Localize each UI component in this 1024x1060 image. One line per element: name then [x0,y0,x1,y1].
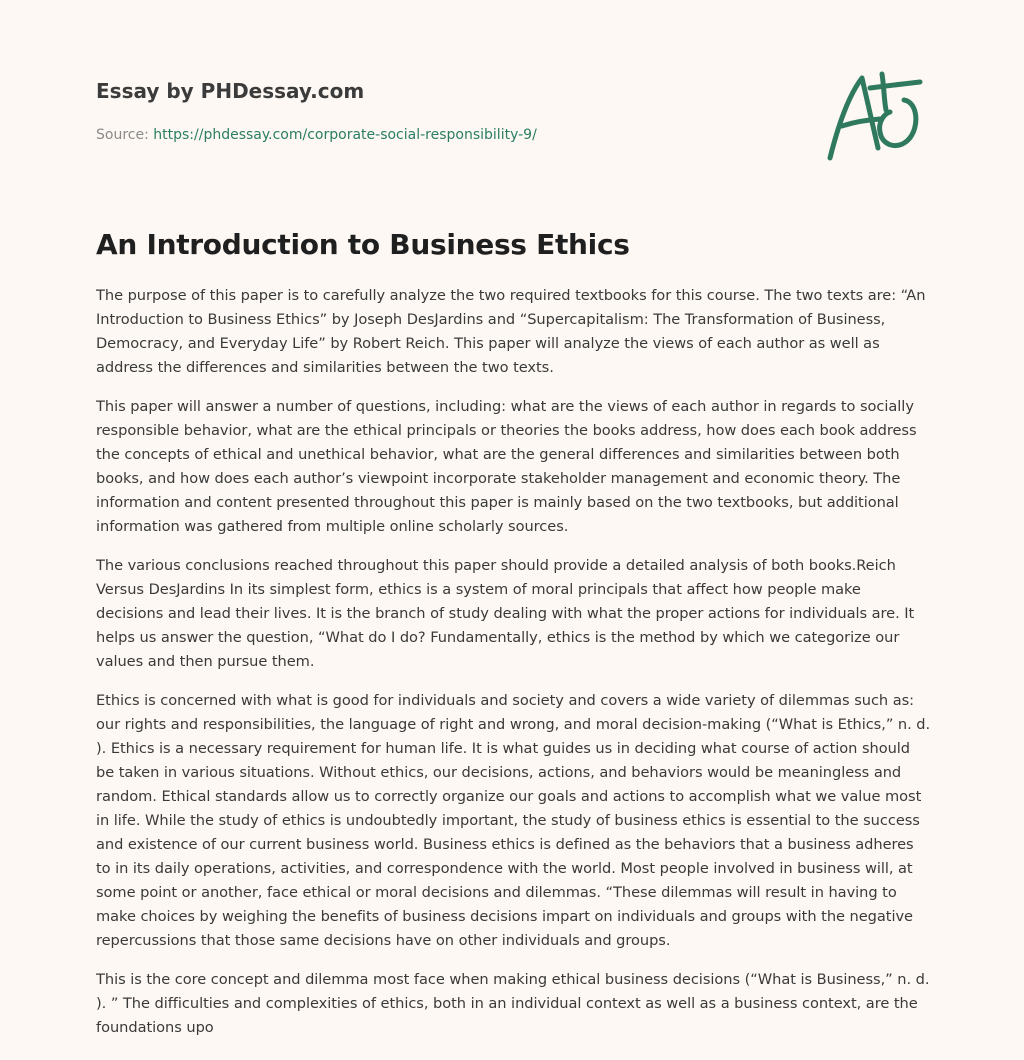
site-title: Essay by PHDessay.com [96,79,365,103]
essay-body [96,284,932,1055]
essay-paragraph: This paper will answer a number of questions, including: what are the views of each author in regards to socially responsible behavior, what are the ethical principals or theories the books address, how does each book address the concepts of ethical and unethical behavior, what are the general differences and similarities between both books, and how does each author’s viewpoint incorporate stakeholder management and economic theory. The information and content presented throughout this paper is mainly based on the two textbooks, but additional information was gathered from multiple online scholarly sources. [96,398,917,535]
essay-paragraph: The purpose of this paper is to carefully analyze the two required textbooks for this course. The two texts are: “An Introduction to Business Ethics” by Joseph DesJardins and “Supercapitalism: The Transformation of Business, Democracy, and Everyday Life” by Robert Reich. This paper will analyze the views of each author as well as address the differences and similarities between the two texts. [96,287,926,376]
essay-paragraph: Ethics is concerned with what is good for individuals and society and covers a wide variety of dilemmas such as: our rights and responsibilities, the language of right and wrong, and moral decision-making (“What is Ethics,” n. d. ). Ethics is a necessary requirement for human life. It is what guides us in deciding what course of action should be taken in various situations. Without ethics, our decisions, actions, and behaviors would be meaningless and random. Ethical standards allow us to correctly organize our goals and actions to accomplish what we value most in life. While the study of ethics is undoubtedly important, the study of business ethics is essential to the success and existence of our current business world. Business ethics is defined as the behaviors that a business adheres to in its daily operations, activities, and correspondence with the world. Most people involved in business will, at some point or another, face ethical or moral decisions and dilemmas. “These dilemmas will result in having to make choices by weighing the benefits of business decisions impart on individuals and groups with the negative repercussions that those same decisions have on other individuals and groups. [96,692,931,949]
a-plus-grade-icon [820,66,930,166]
source-line [96,125,796,145]
essay-paragraph: This is the core concept and dilemma most face when making ethical business decisions (“What is Business,” n. d. ). ” The difficulties and complexities of ethics, both in an individual context as well as a business context, are the foundations upo [96,971,930,1036]
essay-paragraph: The various conclusions reached throughout this paper should provide a detailed analysis of both books.Reich Versus DesJardins In its simplest form, ethics is a system of moral principals that affect how people make decisions and lead their lives. It is the branch of study dealing with what the proper actions for individuals are. It helps us answer the question, “What do I do? Fundamentally, ethics is the method by which we categorize our values and then pursue them. [96,557,915,670]
essay-title: An Introduction to Business Ethics [96,228,630,261]
page-header [96,77,796,145]
source-label: Source: [96,127,154,143]
source-link[interactable]: https://phdessay.com/corporate-social-responsibility-9/ [153,127,537,143]
